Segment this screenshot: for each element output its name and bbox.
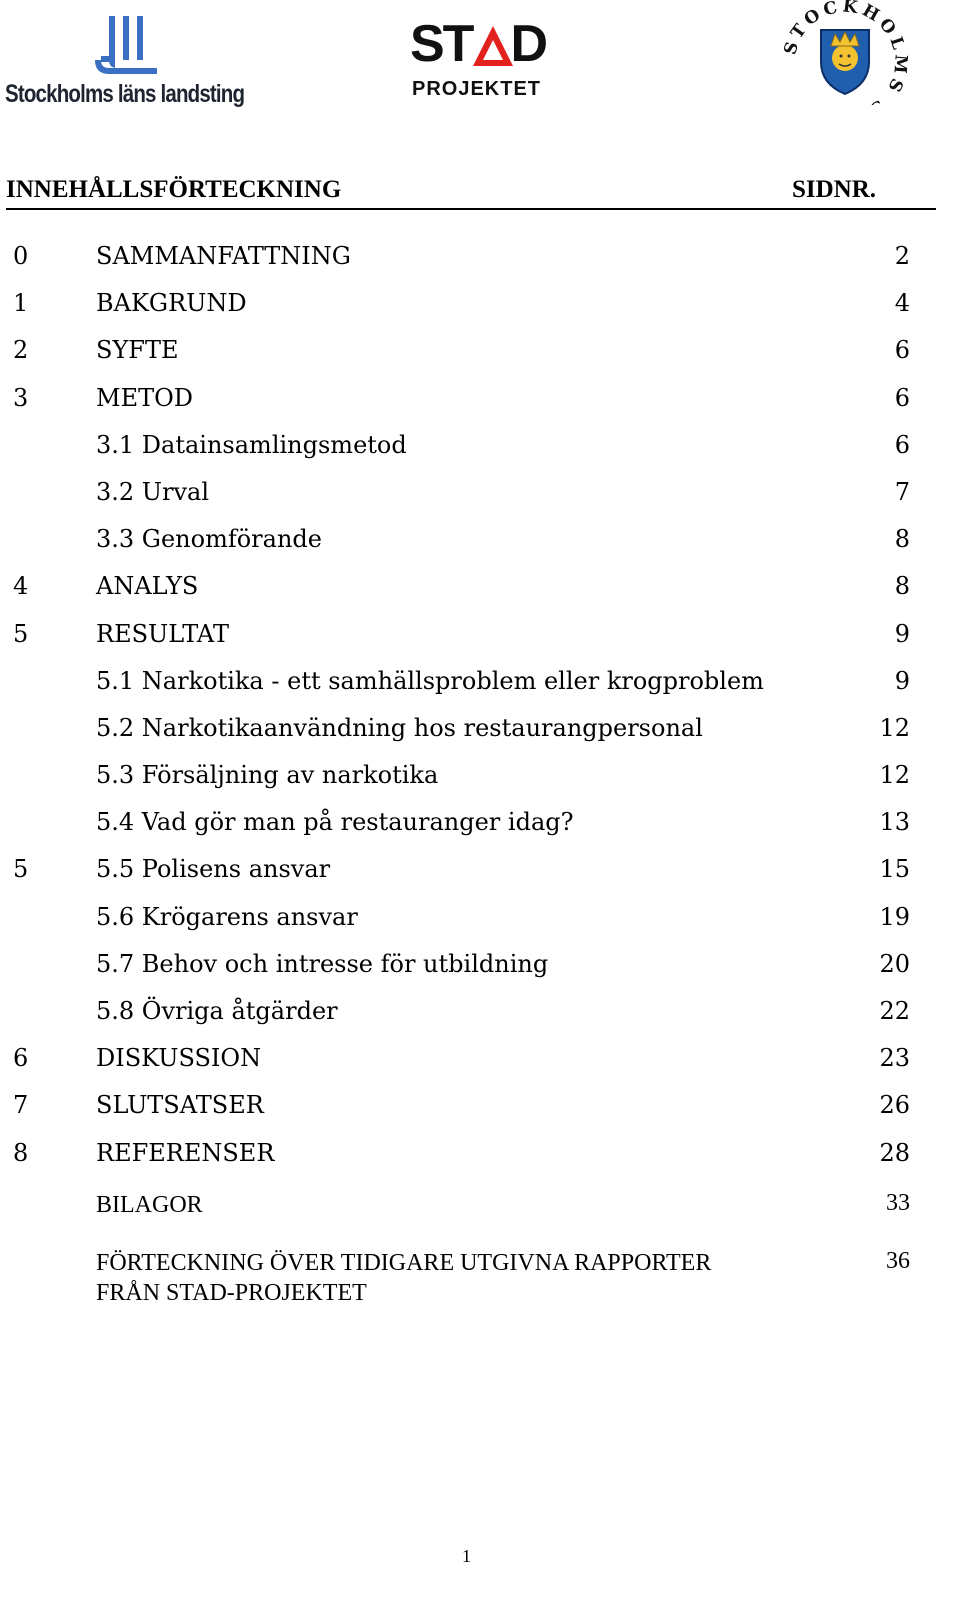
toc-title: 5.6 Krögarens ansvar — [96, 902, 358, 931]
toc-title: 5.8 Övriga åtgärder — [96, 997, 338, 1025]
toc-title: ANALYS — [96, 572, 199, 601]
sll-emblem-icon — [95, 16, 165, 78]
toc-list — [0, 236, 960, 1180]
toc-page: 12 — [879, 713, 910, 742]
toc-header — [6, 174, 936, 210]
toc-row[interactable] — [0, 472, 960, 519]
toc-row[interactable] — [0, 1085, 960, 1132]
toc-row[interactable] — [0, 991, 960, 1038]
toc-row[interactable] — [0, 708, 960, 755]
toc-number: 1 — [13, 289, 29, 318]
sll-name: Stockholms läns landsting — [5, 80, 245, 108]
toc-title: 5.1 Narkotika - ett samhällsproblem eller krogproblem — [96, 666, 764, 695]
toc-page: 15 — [879, 855, 910, 884]
toc-page: 4 — [894, 289, 910, 318]
toc-page: 8 — [894, 572, 910, 601]
stad-word-left: ST — [410, 15, 473, 73]
toc-title: 3.2 Urval — [96, 477, 210, 506]
toc-title: 5.7 Behov och intresse för utbildning — [96, 949, 549, 978]
toc-number: 0 — [13, 242, 29, 270]
toc-page: 9 — [894, 666, 910, 695]
toc-page: 2 — [894, 242, 910, 270]
toc-page: 6 — [894, 430, 910, 459]
toc-title: 5.2 Narkotikaanvändning hos restaurangpersonal — [96, 713, 703, 742]
toc-title: RESULTAT — [96, 619, 229, 648]
toc-page: 9 — [894, 619, 910, 648]
toc-row[interactable] — [0, 566, 960, 613]
toc-row[interactable] — [0, 283, 960, 330]
toc-page: 6 — [894, 336, 910, 365]
reports-title-line2: FRÅN STAD-PROJEKTET — [96, 1280, 367, 1306]
bilagor-page: 33 — [886, 1190, 910, 1216]
toc-page: 22 — [879, 997, 910, 1025]
toc-row[interactable] — [0, 425, 960, 472]
toc-row[interactable] — [0, 519, 960, 566]
toc-number: 8 — [13, 1138, 29, 1167]
reports-title-line1: FÖRTECKNING ÖVER TIDIGARE UTGIVNA RAPPORTER — [96, 1250, 712, 1276]
toc-title: SAMMANFATTNING — [96, 242, 351, 270]
footer-page-number: 1 — [462, 1546, 471, 1566]
stockholms-stad-logo — [775, 0, 915, 105]
toc-number: 5 — [13, 619, 29, 648]
toc-row[interactable] — [0, 614, 960, 661]
toc-number: 7 — [13, 1091, 29, 1120]
toc-number: 6 — [13, 1044, 29, 1073]
bilagor-title: BILAGOR — [96, 1192, 203, 1218]
toc-number: 3 — [13, 383, 29, 412]
toc-row[interactable] — [0, 944, 960, 991]
toc-page: 12 — [879, 761, 910, 790]
stad-subtitle: PROJEKTET — [412, 78, 542, 100]
stockholm-crest-icon — [775, 0, 915, 105]
toc-title: 3.1 Datainsamlingsmetod — [96, 430, 407, 459]
toc-page: 6 — [894, 383, 910, 412]
toc-title: BAKGRUND — [96, 289, 247, 318]
toc-row[interactable] — [0, 755, 960, 802]
toc-page: 26 — [879, 1091, 910, 1120]
toc-page: 19 — [879, 902, 910, 931]
toc-number: 5 — [13, 855, 29, 884]
toc-title: REFERENSER — [96, 1138, 275, 1167]
stockholm-ring-text: STOCKHOLMS — [780, 0, 911, 99]
toc-row[interactable] — [0, 849, 960, 896]
page-number-heading: SIDNR. — [792, 176, 877, 203]
toc-row[interactable] — [0, 378, 960, 425]
toc-title: SYFTE — [96, 336, 179, 365]
reports-page: 36 — [886, 1248, 910, 1274]
toc-row[interactable] — [0, 236, 960, 283]
toc-row[interactable] — [0, 897, 960, 944]
toc-title: METOD — [96, 383, 194, 412]
stad-logo — [410, 15, 555, 104]
sll-logo — [5, 16, 255, 108]
stad-word-right: D — [510, 15, 547, 73]
stad-triangle-icon — [472, 24, 514, 68]
toc-page: 20 — [879, 949, 910, 978]
toc-row[interactable] — [0, 1038, 960, 1085]
toc-page: 13 — [879, 808, 910, 837]
toc-title: SLUTSATSER — [96, 1091, 264, 1120]
toc-number: 4 — [13, 572, 29, 601]
toc-title: 5.5 Polisens ansvar — [96, 855, 331, 884]
toc-page: 7 — [894, 477, 910, 506]
toc-page: 28 — [879, 1138, 910, 1167]
toc-title: 5.3 Försäljning av narkotika — [96, 761, 439, 790]
toc-row[interactable] — [0, 661, 960, 708]
toc-row[interactable] — [0, 330, 960, 377]
toc-title: 3.3 Genomförande — [96, 525, 322, 554]
toc-page: 23 — [879, 1044, 910, 1073]
toc-row[interactable] — [0, 802, 960, 849]
toc-title: DISKUSSION — [96, 1044, 262, 1073]
toc-row[interactable] — [0, 1133, 960, 1180]
toc-page: 8 — [894, 525, 910, 554]
toc-title: 5.4 Vad gör man på restauranger idag? — [96, 808, 574, 837]
toc-heading: INNEHÅLLSFÖRTECKNING — [6, 176, 342, 203]
toc-number: 2 — [13, 336, 29, 365]
